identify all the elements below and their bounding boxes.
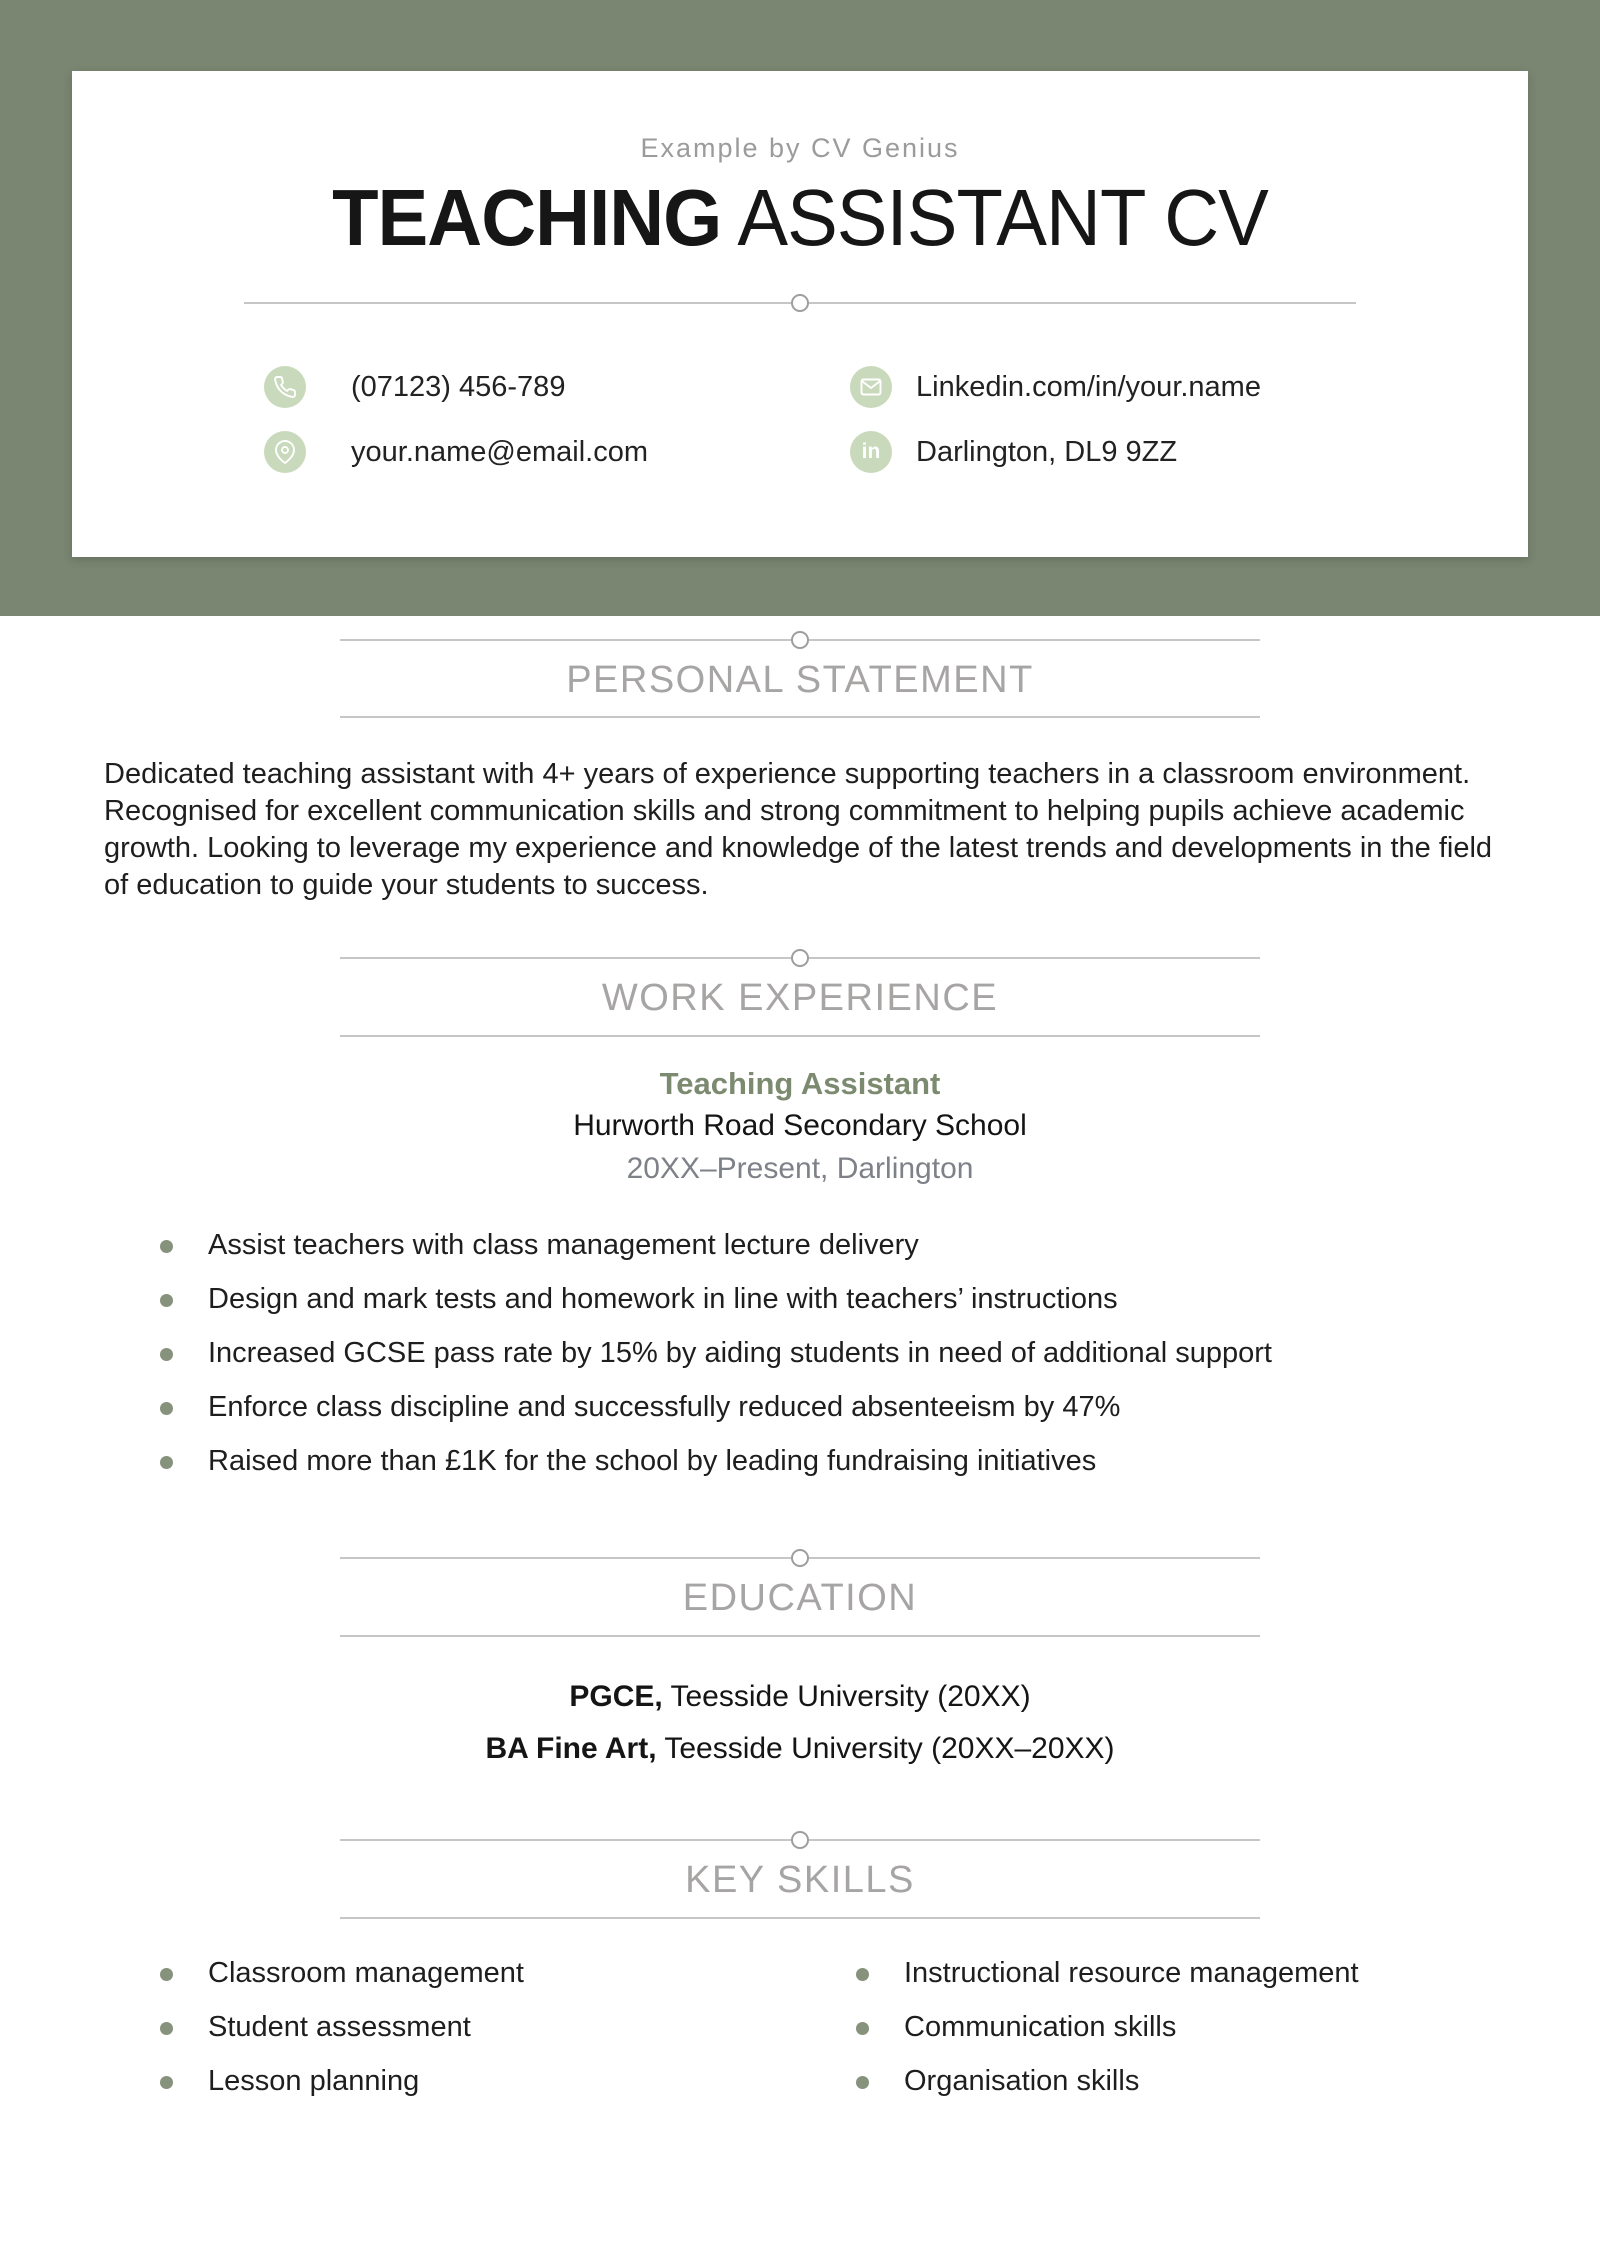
linkedin-icon: in — [850, 431, 892, 473]
bullet-text: Raised more than £1K for the school by leading fundraising initiatives — [208, 1445, 1097, 1477]
skill-text: Classroom management — [208, 1957, 524, 1989]
bullet-dot — [160, 1456, 173, 1469]
bullet-text: Design and mark tests and homework in line with teachers’ instructions — [208, 1283, 1118, 1315]
page-title-rest: ASSISTANT CV — [721, 173, 1268, 262]
bullet-dot — [856, 2076, 869, 2089]
bullet-dot — [856, 2022, 869, 2035]
experience-bullet-item — [160, 1445, 1096, 1478]
location-icon — [264, 431, 306, 473]
contact-item-linkedin — [850, 365, 1261, 409]
skill-text: Lesson planning — [208, 2065, 420, 2097]
skill-item — [160, 1957, 524, 1990]
phone-number: (07123) 456-789 — [351, 370, 566, 403]
degree-details: Teesside University (20XX–20XX) — [656, 1732, 1115, 1765]
skill-text: Instructional resource management — [904, 1957, 1359, 1989]
personal-statement-heading: PERSONAL STATEMENT — [566, 659, 1034, 701]
key-skills-bottom-line — [340, 1917, 1260, 1919]
skill-item — [856, 2011, 1176, 2044]
bullet-dot — [160, 2076, 173, 2089]
contact-item-location — [850, 430, 1177, 474]
degree-name: BA Fine Art, — [485, 1732, 657, 1765]
job-title: Teaching Assistant — [659, 1066, 941, 1101]
bullet-text: Enforce class discipline and successfully reduced absenteeism by 47% — [208, 1391, 1121, 1423]
bullet-text: Assist teachers with class management lecture delivery — [208, 1229, 919, 1261]
contact-item-email — [264, 430, 648, 474]
bullet-text: Increased GCSE pass rate by 15% by aiding students in need of additional support — [208, 1337, 1272, 1369]
education-ring — [791, 1549, 809, 1567]
personal-statement-text: Dedicated teaching assistant with 4+ years of experience supporting teachers in a classroom environment. Recognised for excellent communication skills and strong commitment to helping pupils achieve academic growth. Looking to leverage my experience and knowledge of the latest trends and developments in the field of education to guide your students to success. — [104, 758, 1493, 901]
email-address: your.name@email.com — [351, 435, 648, 468]
envelope-icon — [850, 366, 892, 408]
experience-bullet-item — [160, 1229, 919, 1262]
linkedin-url: Linkedin.com/in/your.name — [916, 370, 1261, 403]
key-skills-ring — [791, 1831, 809, 1849]
bullet-dot — [160, 1968, 173, 1981]
work-experience-ring — [791, 949, 809, 967]
location-text: Darlington, DL9 9ZZ — [916, 435, 1178, 468]
education-heading: EDUCATION — [682, 1577, 918, 1619]
work-experience-bottom-line — [340, 1035, 1260, 1037]
employer-name: Hurworth Road Secondary School — [573, 1109, 1027, 1142]
skill-item — [856, 1957, 1359, 1990]
example-subtitle: Example by CV Genius — [640, 133, 960, 163]
bullet-dot — [160, 1240, 173, 1253]
skill-item — [856, 2065, 1139, 2098]
key-skills-heading: KEY SKILLS — [685, 1859, 915, 1901]
skill-item — [160, 2065, 419, 2098]
education-item — [0, 1732, 1600, 1766]
page-title-bold: TEACHING — [332, 173, 722, 262]
bullet-dot — [856, 1968, 869, 1981]
phone-icon — [264, 366, 306, 408]
bullet-dot — [160, 1402, 173, 1415]
skill-text: Communication skills — [904, 2011, 1177, 2043]
bullet-dot — [160, 1348, 173, 1361]
personal-statement-bottom-line — [340, 716, 1260, 718]
bullet-dot — [160, 2022, 173, 2035]
skill-text: Student assessment — [208, 2011, 471, 2043]
personal-statement-ring — [791, 631, 809, 649]
header-divider-ring — [791, 294, 809, 312]
bullet-dot — [160, 1294, 173, 1307]
experience-bullet-item — [160, 1391, 1120, 1424]
education-item — [0, 1680, 1600, 1714]
skill-item — [160, 2011, 471, 2044]
job-dates-location: 20XX–Present, Darlington — [626, 1152, 974, 1185]
experience-bullet-item — [160, 1283, 1118, 1316]
contact-item-phone — [264, 365, 565, 409]
skill-text: Organisation skills — [904, 2065, 1140, 2097]
work-experience-heading: WORK EXPERIENCE — [601, 977, 999, 1019]
degree-details: Teesside University (20XX) — [662, 1680, 1031, 1713]
degree-name: PGCE, — [569, 1680, 663, 1713]
education-bottom-line — [340, 1635, 1260, 1637]
experience-bullet-item — [160, 1337, 1272, 1370]
page-title — [40, 168, 1560, 268]
